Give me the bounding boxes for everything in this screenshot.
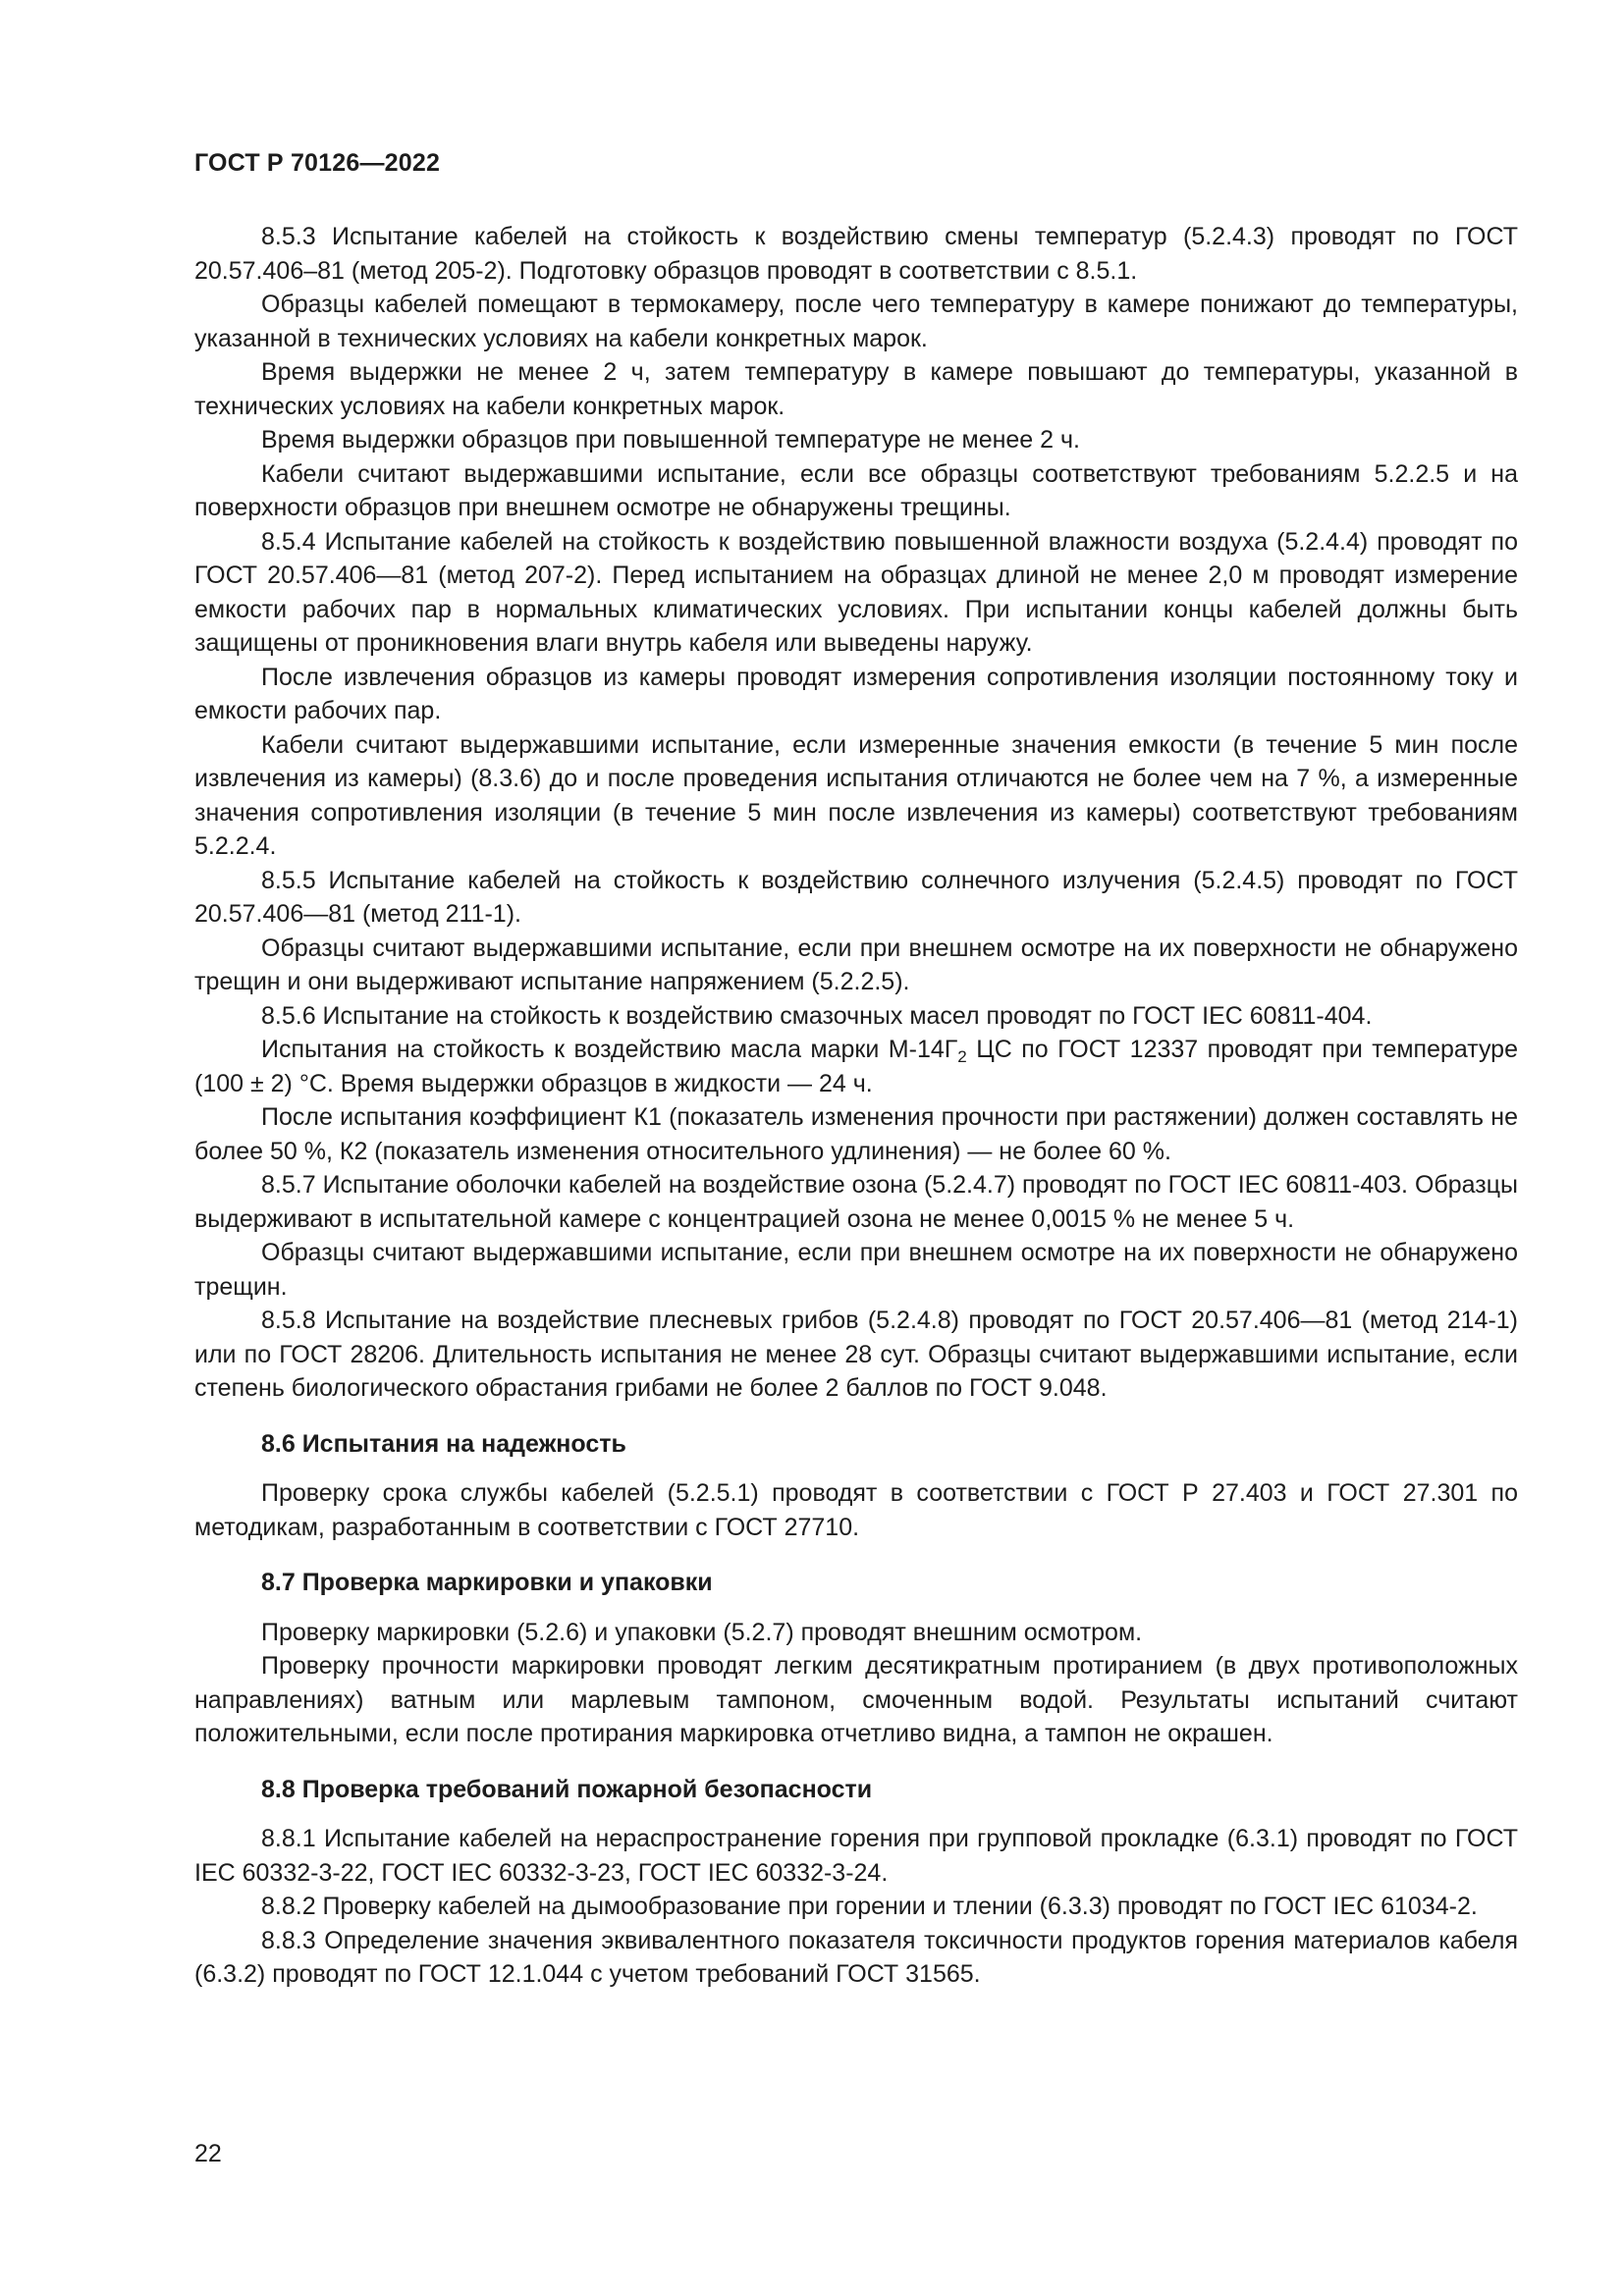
oil-text-end: ЦС по ГОСТ 12337 проводят при температуре (100 ± 2) °С. Время выдержки образцов в жидкости — 24 ч. bbox=[194, 1036, 1518, 1097]
paragraph-8-7-durability: Проверку прочности маркировки проводят легким десятикратным протиранием (в двух противоположных направлениях) ватным или марлевым тампоном, смоченным водой. Результаты испытаний считают положительными, если после протирания маркировка отчетливо видна, а тампон не окрашен. bbox=[194, 1652, 1518, 1747]
paragraph-8-5-4: 8.5.4 Испытание кабелей на стойкость к воздействию повышенной влажности воздуха (5.2.4.4) проводят по ГОСТ 20.57.406—81 (метод 207-2). Перед испытанием на образцах длиной не менее 2,0 м проводят измерение емкости рабочих пар в нормальных климатических условиях. При испытании концы кабелей должны быть защищены от проникновения влаги внутрь кабеля или выведены наружу. bbox=[194, 527, 1518, 657]
paragraph-8-5-3-high-temp: Время выдержки образцов при повышенной температуре не менее 2 ч. bbox=[261, 426, 1080, 454]
oil-subscript: 2 bbox=[957, 1047, 967, 1066]
document-code-header: ГОСТ Р 70126—2022 bbox=[194, 149, 441, 177]
paragraph-8-5-3-exposure: Время выдержки не менее 2 ч, затем температуру в камере повышают до температуры, указанной в технических условиях на кабели конкретных марок. bbox=[194, 358, 1518, 420]
paragraph-8-6: Проверку срока службы кабелей (5.2.5.1) проводят в соответствии с ГОСТ Р 27.403 и ГОСТ 27.301 по методикам, разработанным в соответствии с ГОСТ 27710. bbox=[194, 1479, 1518, 1541]
section-heading-8-8: 8.8 Проверка требований пожарной безопасности bbox=[261, 1775, 873, 1803]
paragraph-8-8-2: 8.8.2 Проверку кабелей на дымообразование при горении и тлении (6.3.3) проводят по ГОСТ IEC 61034-2. bbox=[261, 1893, 1478, 1920]
paragraph-8-5-3: 8.5.3 Испытание кабелей на стойкость к воздействию смены температур (5.2.4.3) проводят по ГОСТ 20.57.406–81 (метод 205-2). Подготовку образцов проводят в соответствии с 8.5.1. bbox=[194, 223, 1518, 285]
paragraph-8-5-5-criteria: Образцы считают выдержавшими испытание, если при внешнем осмотре на их поверхности не обнаружено трещин и они выдерживают испытание напряжением (5.2.2.5). bbox=[194, 934, 1518, 995]
paragraph-8-5-7-criteria: Образцы считают выдержавшими испытание, если при внешнем осмотре на их поверхности не обнаружено трещин. bbox=[194, 1239, 1518, 1301]
paragraph-8-8-3: 8.8.3 Определение значения эквивалентного показателя токсичности продуктов горения материалов кабеля (6.3.2) проводят по ГОСТ 12.1.044 с учетом требований ГОСТ 31565. bbox=[194, 1926, 1518, 1988]
paragraph-8-5-6-coefficients: После испытания коэффициент К1 (показатель изменения прочности при растяжении) должен составлять не более 50 %, К2 (показатель изменения относительного удлинения) — не более 60 %. bbox=[194, 1103, 1518, 1165]
section-heading-8-7: 8.7 Проверка маркировки и упаковки bbox=[261, 1569, 713, 1596]
document-body bbox=[194, 220, 1518, 1992]
paragraph-8-5-6-oil bbox=[194, 1033, 1518, 1100]
paragraph-8-5-3-samples: Образцы кабелей помещают в термокамеру, после чего температуру в камере понижают до температуры, указанной в технических условиях на кабели конкретных марок. bbox=[194, 291, 1518, 352]
section-heading-8-6: 8.6 Испытания на надежность bbox=[261, 1429, 626, 1458]
paragraph-8-5-5: 8.5.5 Испытание кабелей на стойкость к воздействию солнечного излучения (5.2.4.5) проводят по ГОСТ 20.57.406—81 (метод 211-1). bbox=[194, 866, 1518, 928]
paragraph-8-5-4-criteria: Кабели считают выдержавшими испытание, если измеренные значения емкости (в течение 5 мин после извлечения из камеры) (8.3.6) до и после проведения испытания отличаются не более чем на 7 %, а измеренные значения сопротивления изоляции (в течение 5 мин после извлечения из камеры) соответствуют требованиям 5.2.2.4. bbox=[194, 730, 1518, 860]
paragraph-8-7: Проверку маркировки (5.2.6) и упаковки (5.2.7) проводят внешним осмотром. bbox=[261, 1618, 1143, 1646]
paragraph-8-5-8: 8.5.8 Испытание на воздействие плесневых грибов (5.2.4.8) проводят по ГОСТ 20.57.406—81 (метод 214-1) или по ГОСТ 28206. Длительность испытания не менее 28 сут. Образцы считают выдержавшими испытание, если степень биологического обрастания грибами не более 2 баллов по ГОСТ 9.048. bbox=[194, 1307, 1518, 1402]
paragraph-8-8-1: 8.8.1 Испытание кабелей на нераспространение горения при групповой прокладке (6.3.1) проводят по ГОСТ IEC 60332-3-22, ГОСТ IEC 60332-3-23, ГОСТ IEC 60332-3-24. bbox=[194, 1825, 1518, 1887]
page-number: 22 bbox=[194, 2140, 222, 2167]
paragraph-8-5-6: 8.5.6 Испытание на стойкость к воздействию смазочных масел проводят по ГОСТ IEC 60811-404. bbox=[261, 1001, 1373, 1030]
paragraph-8-5-4-measurements: После извлечения образцов из камеры проводят измерения сопротивления изоляции постоянному току и емкости рабочих пар. bbox=[194, 663, 1518, 724]
oil-text-start: Испытания на стойкость к воздействию масла марки М-14Г bbox=[261, 1036, 958, 1063]
paragraph-8-5-7: 8.5.7 Испытание оболочки кабелей на воздействие озона (5.2.4.7) проводят по ГОСТ IEC 60811-403. Образцы выдерживают в испытательной камере с концентрацией озона не менее 0,0015 % не менее 5 ч. bbox=[194, 1171, 1518, 1233]
paragraph-8-5-3-criteria: Кабели считают выдержавшими испытание, если все образцы соответствуют требованиям 5.2.2.5 и на поверхности образцов при внешнем осмотре не обнаружены трещины. bbox=[194, 459, 1518, 521]
